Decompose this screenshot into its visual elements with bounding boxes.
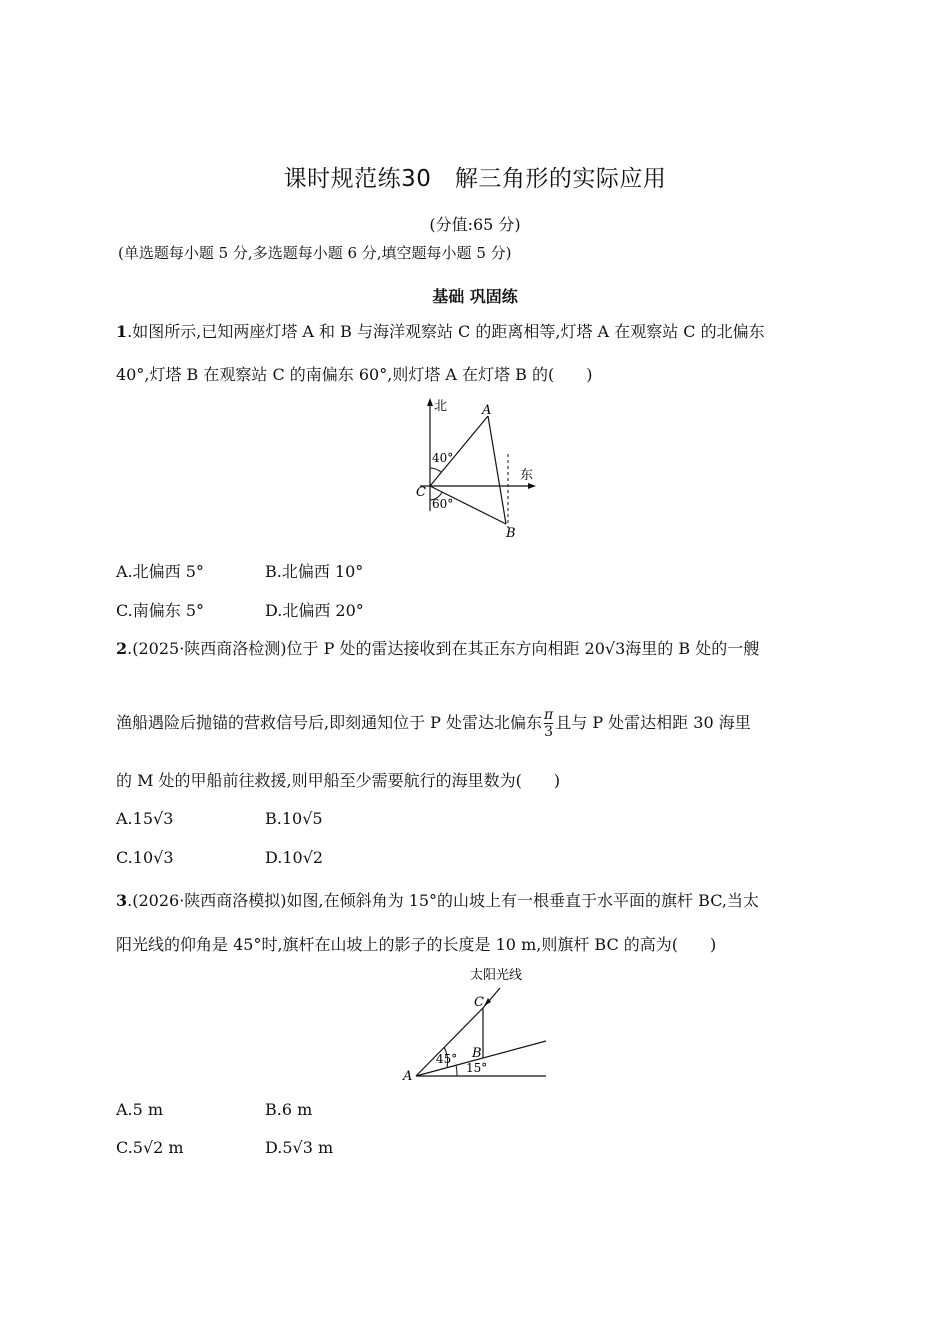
question-2-line-2-part-b: 且与 P 处雷达相距 30 海里 bbox=[555, 713, 751, 732]
section-heading: 基础 巩固练 bbox=[432, 287, 518, 306]
q1-option-b[interactable]: B.北偏西 10° bbox=[265, 562, 364, 581]
q3-option-d[interactable]: D.5√3 m bbox=[265, 1138, 334, 1157]
fraction-denominator: 3 bbox=[544, 724, 554, 740]
angle-40-label: 40° bbox=[432, 451, 454, 465]
angle-15-label: 15° bbox=[466, 1061, 488, 1075]
point-c-label: C bbox=[416, 485, 426, 500]
question-1-number: 1 bbox=[116, 322, 128, 341]
point-a-label: A bbox=[403, 1069, 413, 1084]
fraction-numerator: π bbox=[544, 707, 554, 723]
east-label: 东 bbox=[520, 468, 534, 483]
question-3-line-1 bbox=[116, 891, 759, 911]
q3-option-a[interactable]: A.5 m bbox=[116, 1100, 164, 1119]
point-b-label: B bbox=[472, 1046, 482, 1061]
q1-option-d[interactable]: D.北偏西 20° bbox=[265, 601, 364, 620]
question-3-text: .(2026·陕西商洛模拟)如图,在倾斜角为 15°的山坡上有一根垂直于水平面的旗杆 BC,当太 bbox=[127, 891, 759, 910]
question-2-number: 2 bbox=[116, 639, 128, 658]
sunlight-label: 太阳光线 bbox=[470, 968, 523, 983]
score-note: (分值:65 分) bbox=[429, 215, 521, 234]
scoring-rule: (单选题每小题 5 分,多选题每小题 6 分,填空题每小题 5 分) bbox=[118, 244, 512, 262]
question-3-number: 3 bbox=[116, 891, 128, 910]
point-b-label: B bbox=[506, 526, 516, 541]
question-3-line-2: 阳光线的仰角是 45°时,旗杆在山坡上的影子的长度是 10 m,则旗杆 BC 的高为( ) bbox=[116, 935, 717, 954]
question-3-figure bbox=[400, 962, 550, 1086]
question-2-line-2 bbox=[116, 707, 751, 740]
q2-option-c[interactable]: C.10√3 bbox=[116, 848, 174, 867]
question-2-line-3: 的 M 处的甲船前往救援,则甲船至少需要航行的海里数为( ) bbox=[116, 771, 561, 790]
angle-60-label: 60° bbox=[432, 497, 454, 511]
q1-option-a[interactable]: A.北偏西 5° bbox=[116, 562, 204, 581]
question-1-text: .如图所示,已知两座灯塔 A 和 B 与海洋观察站 C 的距离相等,灯塔 A 在观察站 C 的北偏东 bbox=[127, 322, 765, 341]
question-1-figure bbox=[410, 396, 540, 544]
point-a-label: A bbox=[482, 403, 492, 418]
point-c-label: C bbox=[474, 995, 484, 1010]
q1-option-c[interactable]: C.南偏东 5° bbox=[116, 601, 205, 620]
q3-option-b[interactable]: B.6 m bbox=[265, 1100, 313, 1119]
page-title: 课时规范练30 解三角形的实际应用 bbox=[283, 166, 667, 192]
question-2-line-1 bbox=[116, 639, 759, 659]
q2-option-d[interactable]: D.10√2 bbox=[265, 848, 324, 867]
angle-45-label: 45° bbox=[436, 1052, 458, 1066]
q2-option-a[interactable]: A.15√3 bbox=[116, 809, 174, 828]
north-label: 北 bbox=[434, 399, 448, 414]
question-2-line-2-part-a: 渔船遇险后抛锚的营救信号后,即刻通知位于 P 处雷达北偏东 bbox=[116, 713, 543, 732]
question-1-line-1 bbox=[116, 322, 765, 342]
fraction-pi-over-3 bbox=[544, 707, 553, 740]
q3-option-c[interactable]: C.5√2 m bbox=[116, 1138, 184, 1157]
question-2-text: .(2025·陕西商洛检测)位于 P 处的雷达接收到在其正东方向相距 20√3海里的 B 处的一艘 bbox=[127, 639, 760, 658]
q2-option-b[interactable]: B.10√5 bbox=[265, 809, 323, 828]
question-1-line-2: 40°,灯塔 B 在观察站 C 的南偏东 60°,则灯塔 A 在灯塔 B 的( ) bbox=[116, 365, 593, 384]
